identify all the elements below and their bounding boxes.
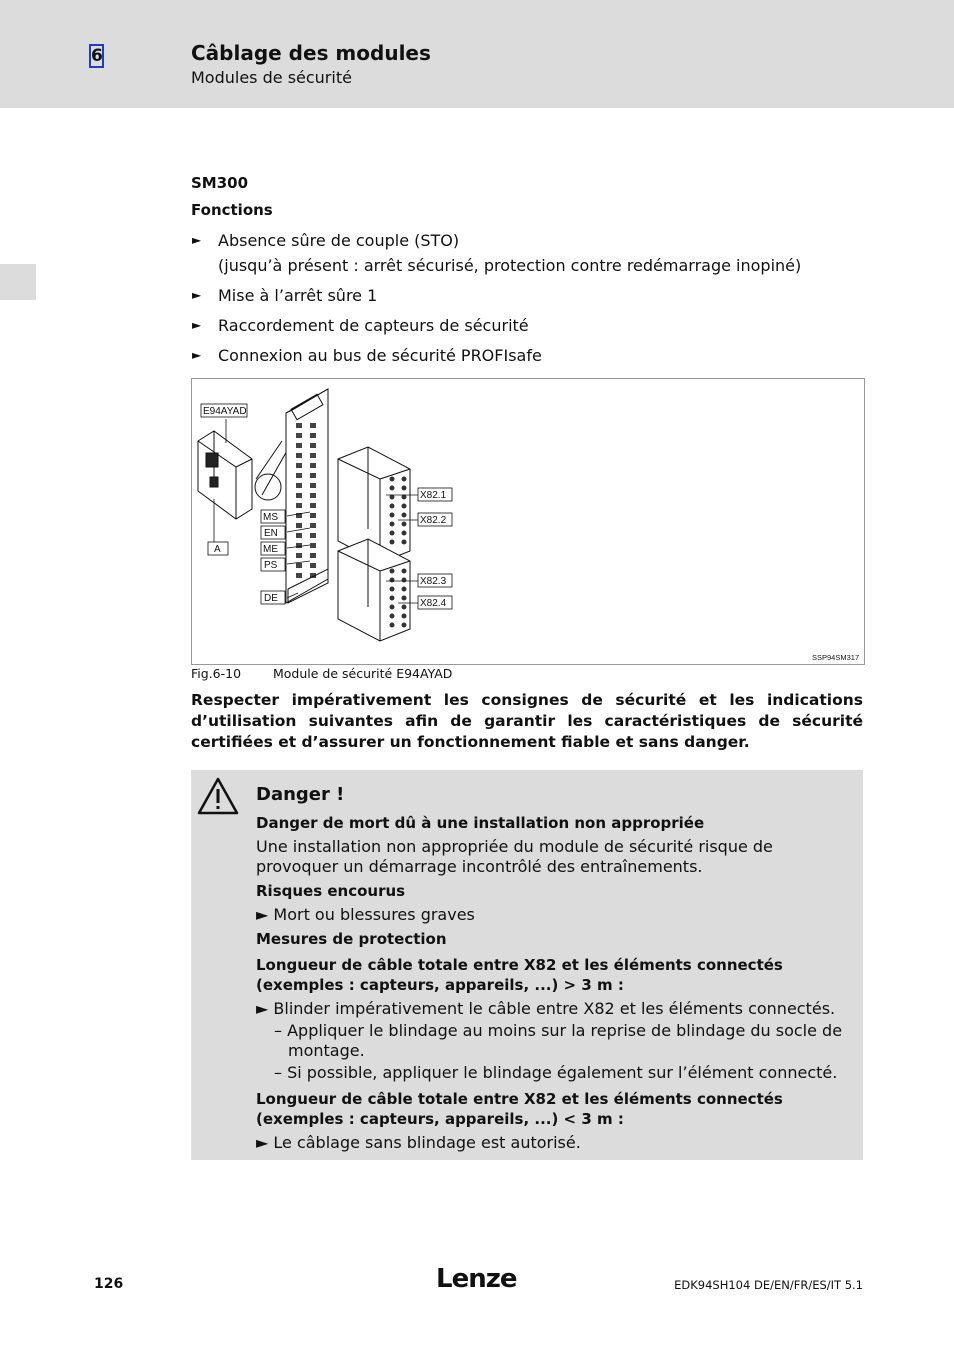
list-item: ► Mise à l’arrêt sûre 1 <box>191 283 871 308</box>
pin-mark <box>296 423 302 428</box>
list-item: ► Connexion au bus de sécurité PROFIsafe <box>191 343 871 368</box>
label-de: DE <box>264 593 278 604</box>
triangle-bullet-icon: ► <box>192 348 202 362</box>
pin-mark <box>296 493 302 498</box>
pin-mark <box>402 540 407 545</box>
danger-title: Danger ! <box>256 784 345 805</box>
danger-heading: Danger de mort dû à une installation non appropriée <box>256 814 705 832</box>
label-x82-1: X82.1 <box>420 490 447 501</box>
pin-mark <box>296 503 302 508</box>
figure-code: SSP94SM317 <box>812 653 860 662</box>
pin-mark <box>310 523 316 528</box>
module-diagram <box>192 379 864 664</box>
triangle-bullet-icon: ► <box>192 233 202 247</box>
pin-mark <box>310 473 316 478</box>
brand-logo: Lenze <box>436 1264 517 1294</box>
pin-mark <box>402 486 407 491</box>
pin-mark <box>402 587 407 592</box>
pin-mark <box>310 483 316 488</box>
pin-mark <box>296 443 302 448</box>
pin-mark <box>296 563 302 568</box>
risk-item: ► Mort ou blessures graves <box>256 905 475 924</box>
triangle-bullet-icon: ► <box>192 318 202 332</box>
pin-mark <box>296 473 302 478</box>
pin-mark <box>390 504 395 509</box>
function-list <box>191 228 871 373</box>
pin-mark <box>296 573 302 578</box>
chapter-subtitle: Modules de sécurité <box>191 68 352 87</box>
pin-mark <box>296 553 302 558</box>
pin-mark <box>402 578 407 583</box>
pin-mark <box>296 543 302 548</box>
pin-mark <box>390 486 395 491</box>
label-x82-3: X82.3 <box>420 576 447 587</box>
label-a: A <box>214 544 221 555</box>
pin-mark <box>402 596 407 601</box>
pin-mark <box>310 493 316 498</box>
list-item: ► Absence sûre de couple (STO) (jusqu’à présent : arrêt sécurisé, protection contre redémarrage inopiné) <box>191 228 871 278</box>
pin-mark <box>390 587 395 592</box>
warning-triangle-icon <box>196 776 240 816</box>
pin-mark <box>296 533 302 538</box>
section-title: SM300 <box>191 174 249 192</box>
label-x82-4: X82.4 <box>420 598 447 609</box>
list-item: ► Raccordement de capteurs de sécurité <box>191 313 871 338</box>
pin-mark <box>402 614 407 619</box>
pin-mark <box>296 523 302 528</box>
pin-mark <box>296 433 302 438</box>
section-subtitle: Fonctions <box>191 201 273 219</box>
pin-mark <box>402 623 407 628</box>
pin-mark <box>390 605 395 610</box>
pin-mark <box>390 578 395 583</box>
pin-mark <box>310 503 316 508</box>
pin-mark <box>310 443 316 448</box>
chapter-number-badge: 6 <box>91 46 103 66</box>
case-long-cable-bullet: ► Blinder impérativement le câble entre X82 et les éléments connectés. <box>256 999 836 1018</box>
pin-mark <box>390 531 395 536</box>
pin-mark <box>310 423 316 428</box>
case-long-cable-heading: Longueur de câble totale entre X82 et les éléments connectés (exemples : capteurs, appareils, ...) > 3 m : <box>256 956 783 994</box>
pin-mark <box>296 463 302 468</box>
figure-caption <box>191 666 452 681</box>
danger-content <box>256 784 856 1153</box>
side-chapter-tab <box>0 264 36 300</box>
pin-mark <box>310 563 316 568</box>
case-long-cable-dash-1: – Appliquer le blindage au moins sur la reprise de blindage du socle de montage. <box>274 1021 843 1060</box>
safety-notice-paragraph: Respecter impérativement les consignes de sécurité et les indications d’utilisation suivantes afin de garantir les caractéristiques de sécurité certifiées et d’assurer un fonctionnement fiable et sans danger. <box>191 691 863 751</box>
pin-mark <box>390 522 395 527</box>
pin-mark <box>390 477 395 482</box>
pin-mark <box>390 614 395 619</box>
pin-mark <box>310 433 316 438</box>
pin-mark <box>310 533 316 538</box>
pin-mark <box>402 477 407 482</box>
case-short-cable-bullet: ► Le câblage sans blindage est autorisé. <box>256 1133 581 1152</box>
danger-description: Une installation non appropriée du module de sécurité risque de provoquer un démarrage incontrôlé des entraînements. <box>256 837 773 876</box>
pin-mark <box>310 453 316 458</box>
label-ms: MS <box>263 512 278 523</box>
pin-mark <box>390 513 395 518</box>
case-short-cable-heading: Longueur de câble totale entre X82 et les éléments connectés (exemples : capteurs, appareils, ...) < 3 m : <box>256 1090 783 1128</box>
pin-mark <box>296 453 302 458</box>
pin-mark <box>402 522 407 527</box>
pin-mark <box>402 569 407 574</box>
danger-box <box>191 770 863 1160</box>
label-x82-2: X82.2 <box>420 515 447 526</box>
label-ps: PS <box>264 560 278 571</box>
case-long-cable-dash-2: – Si possible, appliquer le blindage également sur l’élément connecté. <box>274 1063 838 1082</box>
figure-frame <box>191 378 865 665</box>
triangle-bullet-icon: ► <box>192 288 202 302</box>
pin-mark <box>402 605 407 610</box>
pin-mark <box>390 623 395 628</box>
document-reference: EDK94SH104 DE/EN/FR/ES/IT 5.1 <box>674 1278 863 1292</box>
pin-mark <box>310 463 316 468</box>
measures-heading: Mesures de protection <box>256 930 447 948</box>
pin-mark <box>310 553 316 558</box>
header-band <box>0 0 954 108</box>
pin-mark <box>390 569 395 574</box>
pin-mark <box>310 543 316 548</box>
pin-mark <box>402 504 407 509</box>
label-en: EN <box>264 528 278 539</box>
pin-mark <box>402 531 407 536</box>
label-me: ME <box>263 544 278 555</box>
pin-mark <box>390 596 395 601</box>
page-number: 126 <box>94 1276 124 1292</box>
label-module: E94AYAD <box>203 406 247 417</box>
pin-mark <box>310 513 316 518</box>
pin-mark <box>296 483 302 488</box>
figure-caption-text: Module de sécurité E94AYAD <box>273 666 453 681</box>
pin-mark <box>390 540 395 545</box>
pin-mark <box>402 513 407 518</box>
figure-number: Fig.6-10 <box>191 666 242 681</box>
chapter-title: Câblage des modules <box>191 41 431 65</box>
risks-heading: Risques encourus <box>256 882 406 900</box>
